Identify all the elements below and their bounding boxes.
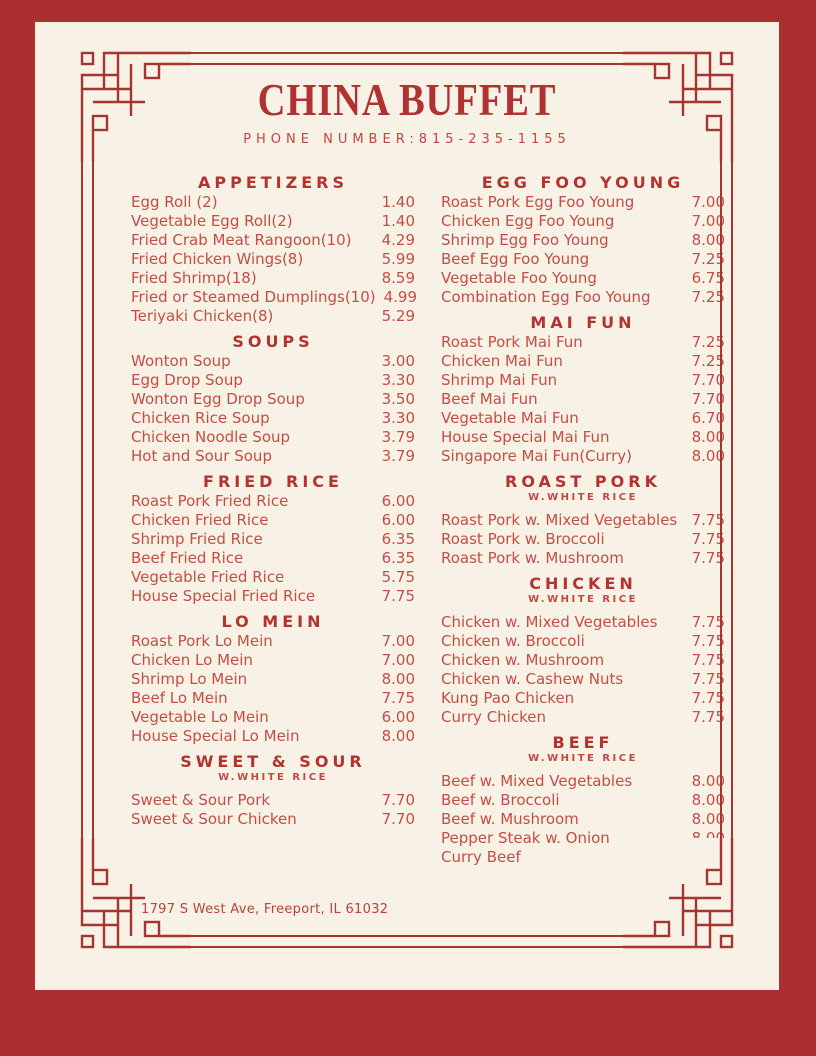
item-name: Chicken Noodle Soup	[131, 428, 291, 447]
item-price: 8.00	[381, 727, 415, 746]
item-price: 8.00	[691, 772, 725, 791]
item-name: Chicken Egg Foo Young	[441, 212, 615, 231]
item-price: 7.70	[381, 810, 415, 829]
item-price: 7.00	[691, 212, 725, 231]
item-name: Vegetable Fried Rice	[131, 568, 285, 587]
menu-item-row	[131, 727, 415, 746]
item-name: Beef w. Broccoli	[441, 791, 560, 810]
section-items	[131, 352, 415, 466]
item-price: 6.00	[381, 708, 415, 727]
item-price: 8.00	[691, 810, 725, 829]
item-price: 7.75	[691, 670, 725, 689]
item-name: Beef Fried Rice	[131, 549, 244, 568]
menu-item-row	[131, 371, 415, 390]
item-name: Chicken w. Mixed Vegetables	[441, 613, 658, 632]
menu-column-left	[131, 173, 418, 873]
item-price: 6.35	[381, 530, 415, 549]
item-price: 8.00	[691, 447, 725, 466]
item-name: Beef Lo Mein	[131, 689, 228, 708]
item-price: 3.30	[381, 371, 415, 390]
menu-item-row	[131, 269, 415, 288]
item-price: 7.70	[691, 390, 725, 409]
section-subtitle: W.WHITE RICE	[218, 772, 328, 784]
item-name: Fried or Steamed Dumplings(10)	[131, 288, 376, 307]
item-name: Beef Mai Fun	[441, 390, 538, 409]
menu-item-row	[441, 428, 725, 447]
item-name: Singapore Mai Fun(Curry)	[441, 447, 632, 466]
item-name: Sweet & Sour Chicken	[131, 810, 297, 829]
item-price: 7.25	[691, 250, 725, 269]
item-price: 4.29	[381, 231, 415, 250]
item-price: 7.75	[691, 530, 725, 549]
item-price: 3.00	[381, 352, 415, 371]
item-name: Kung Pao Chicken	[441, 689, 575, 708]
item-name: Pepper Steak w. Onion	[441, 829, 610, 848]
item-name: Hot and Sour Soup	[131, 447, 272, 466]
item-price: 8.00	[691, 231, 725, 250]
menu-item-row	[441, 689, 725, 708]
menu-item-row	[131, 791, 415, 810]
item-name: Wonton Soup	[131, 352, 231, 371]
menu-item-row	[131, 689, 415, 708]
menu-item-row	[441, 708, 725, 727]
item-price: 5.99	[381, 250, 415, 269]
section-subtitle: W.WHITE RICE	[528, 594, 638, 606]
item-name: Chicken Mai Fun	[441, 352, 563, 371]
menu-item-row	[441, 613, 725, 632]
item-price: 6.00	[381, 511, 415, 530]
section-title: SWEET & SOUR	[180, 752, 366, 772]
item-name: Combination Egg Foo Young	[441, 288, 651, 307]
item-name: House Special Lo Mein	[131, 727, 300, 746]
item-price: 5.29	[381, 307, 415, 326]
item-name: Curry Beef	[441, 848, 521, 867]
menu-item-row	[441, 511, 725, 530]
item-price: 7.70	[691, 371, 725, 390]
item-price: 1.40	[381, 212, 415, 231]
item-name: Beef Egg Foo Young	[441, 250, 590, 269]
menu-section	[131, 612, 415, 746]
menu-item-row	[131, 568, 415, 587]
item-name: Chicken w. Broccoli	[441, 632, 585, 651]
section-title: BEEF	[552, 733, 614, 753]
menu-item-row	[131, 231, 415, 250]
section-title: CHICKEN	[529, 574, 637, 594]
item-price: 6.35	[381, 549, 415, 568]
restaurant-address: 1797 S West Ave, Freeport, IL 61032	[141, 902, 389, 917]
menu-item-row	[441, 791, 725, 810]
item-name: Beef w. Mixed Vegetables	[441, 772, 633, 791]
menu-item-row	[441, 269, 725, 288]
item-price: 7.00	[381, 651, 415, 670]
item-price: 7.25	[691, 333, 725, 352]
section-items	[441, 193, 725, 307]
menu-item-row	[131, 651, 415, 670]
item-name: Egg Drop Soup	[131, 371, 243, 390]
menu-item-row	[131, 409, 415, 428]
item-price: 7.25	[691, 288, 725, 307]
item-name: Vegetable Egg Roll(2)	[131, 212, 293, 231]
menu-item-row	[131, 250, 415, 269]
menu-item-row	[441, 193, 725, 212]
menu-item-row	[441, 212, 725, 231]
menu-item-row	[131, 390, 415, 409]
item-price: 1.40	[381, 193, 415, 212]
section-items	[441, 333, 725, 466]
menu-item-row	[131, 810, 415, 829]
section-title: APPETIZERS	[197, 173, 348, 193]
menu-item-row	[441, 810, 725, 829]
item-name: Fried Shrimp(18)	[131, 269, 257, 288]
menu-item-row	[131, 587, 415, 606]
item-name: Shrimp Mai Fun	[441, 371, 558, 390]
item-price: 7.75	[381, 689, 415, 708]
item-name: Roast Pork Lo Mein	[131, 632, 273, 651]
item-price: 6.00	[381, 492, 415, 511]
menu-item-row	[441, 530, 725, 549]
section-items	[131, 791, 415, 829]
item-name: Chicken w. Cashew Nuts	[441, 670, 624, 689]
item-name: Wonton Egg Drop Soup	[131, 390, 305, 409]
section-subtitle: W.WHITE RICE	[528, 492, 638, 504]
item-price: 3.79	[381, 428, 415, 447]
section-title: FRIED RICE	[203, 472, 343, 492]
menu-item-row	[441, 250, 725, 269]
item-name: Shrimp Egg Foo Young	[441, 231, 609, 250]
item-name: House Special Mai Fun	[441, 428, 610, 447]
menu-section	[441, 173, 725, 307]
lattice-corner-bottom-left-icon	[71, 838, 191, 958]
item-name: Roast Pork w. Broccoli	[441, 530, 605, 549]
menu-item-row	[131, 307, 415, 326]
item-name: Chicken w. Mushroom	[441, 651, 605, 670]
menu-item-row	[131, 632, 415, 651]
item-name: Chicken Fried Rice	[131, 511, 269, 530]
menu-item-row	[441, 231, 725, 250]
menu-item-row	[131, 428, 415, 447]
item-price: 7.00	[691, 193, 725, 212]
menu-item-row	[441, 632, 725, 651]
menu-columns	[35, 147, 779, 873]
section-items	[131, 492, 415, 606]
item-price: 6.70	[691, 409, 725, 428]
item-price: 5.75	[381, 568, 415, 587]
item-price: 3.30	[381, 409, 415, 428]
item-price: 4.99	[383, 288, 418, 307]
menu-item-row	[441, 651, 725, 670]
menu-item-row	[131, 670, 415, 689]
item-name: Roast Pork w. Mushroom	[441, 549, 624, 568]
item-name: Roast Pork Mai Fun	[441, 333, 583, 352]
item-price: 7.75	[691, 651, 725, 670]
item-price: 8.00	[381, 670, 415, 689]
item-name: Curry Chicken	[441, 708, 546, 727]
section-title: MAI FUN	[530, 313, 636, 333]
item-price: 7.00	[381, 632, 415, 651]
item-price: 7.75	[691, 708, 725, 727]
menu-item-row	[441, 409, 725, 428]
item-name: Roast Pork Fried Rice	[131, 492, 289, 511]
section-items	[131, 632, 415, 746]
menu-section	[131, 173, 418, 326]
menu-column-right	[441, 173, 725, 873]
item-price: 3.50	[381, 390, 415, 409]
item-price: 8.59	[381, 269, 415, 288]
section-items	[131, 193, 418, 326]
item-price: 7.75	[691, 689, 725, 708]
menu-section	[441, 472, 725, 568]
menu-item-row	[131, 530, 415, 549]
item-name: Chicken Lo Mein	[131, 651, 253, 670]
item-price: 7.25	[691, 352, 725, 371]
item-price: 8.00	[691, 791, 725, 810]
menu-item-row	[131, 708, 415, 727]
menu-section	[131, 752, 415, 829]
item-name: Vegetable Foo Young	[441, 269, 597, 288]
item-name: House Special Fried Rice	[131, 587, 316, 606]
item-price: 3.79	[381, 447, 415, 466]
item-price: 8.00	[691, 428, 725, 447]
phone-number: PHONE NUMBER:815-235-1155	[243, 132, 571, 148]
section-items	[441, 613, 725, 727]
section-title: LO MEIN	[221, 612, 325, 632]
item-name: Fried Crab Meat Rangoon(10)	[131, 231, 352, 250]
menu-item-row	[131, 352, 415, 371]
menu-item-row	[131, 447, 415, 466]
menu-item-row	[131, 511, 415, 530]
item-name: Shrimp Fried Rice	[131, 530, 263, 549]
menu-item-row	[131, 212, 415, 231]
item-name: Vegetable Lo Mein	[131, 708, 269, 727]
menu-item-row	[441, 288, 725, 307]
menu-item-row	[441, 352, 725, 371]
item-price: 7.75	[691, 549, 725, 568]
menu-section	[441, 574, 725, 727]
item-name: Chicken Rice Soup	[131, 409, 270, 428]
menu-item-row	[441, 447, 725, 466]
lattice-corner-bottom-right-icon	[623, 838, 743, 958]
section-items	[441, 511, 725, 568]
item-name: Beef w. Mushroom	[441, 810, 579, 829]
item-name: Roast Pork Egg Foo Young	[441, 193, 635, 212]
item-name: Shrimp Lo Mein	[131, 670, 248, 689]
item-price: 6.75	[691, 269, 725, 288]
item-price: 7.75	[691, 511, 725, 530]
section-subtitle: W.WHITE RICE	[528, 753, 638, 765]
section-title: EGG FOO YOUNG	[481, 173, 685, 193]
menu-item-row	[131, 288, 418, 307]
menu-item-row	[441, 333, 725, 352]
menu-item-row	[441, 390, 725, 409]
menu-item-row	[441, 772, 725, 791]
menu-section	[441, 313, 725, 466]
item-price: 7.75	[691, 613, 725, 632]
menu-sheet	[35, 22, 779, 990]
menu-item-row	[131, 549, 415, 568]
menu-item-row	[441, 549, 725, 568]
restaurant-title: CHINA BUFFET	[257, 74, 557, 125]
section-title: ROAST PORK	[505, 472, 661, 492]
item-name: Roast Pork w. Mixed Vegetables	[441, 511, 678, 530]
menu-item-row	[131, 193, 415, 212]
item-name: Vegetable Mai Fun	[441, 409, 579, 428]
item-name: Teriyaki Chicken(8)	[131, 307, 274, 326]
item-price: 7.75	[691, 632, 725, 651]
menu-item-row	[441, 371, 725, 390]
item-price: 7.75	[381, 587, 415, 606]
item-name: Fried Chicken Wings(8)	[131, 250, 304, 269]
section-title: SOUPS	[232, 332, 314, 352]
item-name: Egg Roll (2)	[131, 193, 218, 212]
menu-section	[131, 472, 415, 606]
menu-item-row	[131, 492, 415, 511]
item-name: Sweet & Sour Pork	[131, 791, 271, 810]
item-price: 7.70	[381, 791, 415, 810]
menu-item-row	[441, 670, 725, 689]
menu-section	[131, 332, 415, 466]
